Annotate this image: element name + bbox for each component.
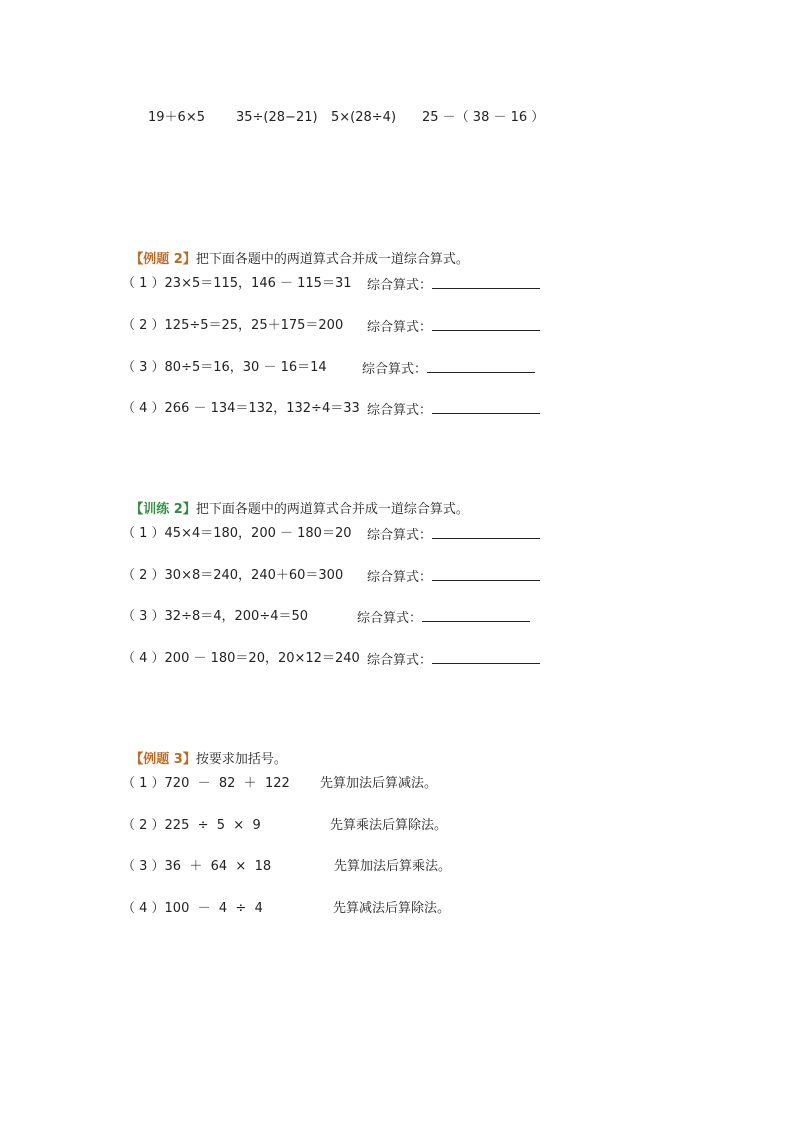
answer-blank[interactable] [422,608,530,622]
section3-item-3-requirement: 先算加法后算乘法。 [334,859,452,874]
section3-item-1-expression: （ 1 ）720 － 82 ＋ 122 [122,776,290,791]
answer-label: 综合算式： [367,403,433,418]
answer-label: 综合算式： [367,653,433,668]
section2-tag: 【训练 2】 [130,502,196,517]
section2-item-1: （ 1 ）45×4＝180，200 － 180＝20 [122,526,352,541]
section1-tag: 【例题 2】 [130,252,196,267]
answer-label: 综合算式： [362,362,428,377]
section1-item-4: （ 4 ）266 － 134＝132，132÷4＝33 [122,401,360,416]
section3-tag: 【例题 3】 [130,752,196,767]
answer-blank[interactable] [432,525,540,539]
section2-answer-2 [367,567,540,587]
section3-item-4-expression: （ 4 ）100 － 4 ÷ 4 [122,901,263,916]
section3-item-2-expression: （ 2 ）225 ÷ 5 × 9 [122,818,261,833]
section2-answer-1 [367,525,540,545]
top-expression-2: 35÷(28−21) [236,110,318,125]
section2-item-3: （ 3 ）32÷8＝4，200÷4＝50 [122,609,309,624]
answer-blank[interactable] [432,650,540,664]
section2-item-4: （ 4 ）200 － 180＝20，20×12＝240 [122,651,360,666]
section3-item-4-requirement: 先算减法后算除法。 [333,901,451,916]
section3-header [122,733,287,769]
answer-label: 综合算式： [367,278,433,293]
answer-blank[interactable] [432,317,540,331]
section2-item-2: （ 2 ）30×8＝240，240＋60＝300 [122,568,344,583]
answer-blank[interactable] [432,275,540,289]
section3-instruction: 按要求加括号。 [195,752,287,767]
section1-answer-3 [362,359,535,379]
section3-item-1-requirement: 先算加法后算减法。 [320,776,438,791]
section2-answer-4 [367,650,540,670]
section3-item-2-requirement: 先算乘法后算除法。 [330,818,448,833]
section1-instruction: 把下面各题中的两道算式合并成一道综合算式。 [195,252,469,267]
section2-instruction: 把下面各题中的两道算式合并成一道综合算式。 [195,502,469,517]
section1-item-3: （ 3 ）80÷5＝16，30 － 16＝14 [122,360,327,375]
top-expression-3: 5×(28÷4) [331,110,397,125]
answer-blank[interactable] [432,567,540,581]
answer-blank[interactable] [432,400,540,414]
section2-answer-3 [357,608,530,628]
answer-label: 综合算式： [357,611,423,626]
top-expression-1: 19＋6×5 [148,110,205,125]
section3-item-3-expression: （ 3 ）36 ＋ 64 × 18 [122,859,272,874]
section1-item-1: （ 1 ）23×5＝115，146 － 115＝31 [122,276,352,291]
top-expression-4: 25 －（ 38 － 16 ） [422,110,545,125]
answer-label: 综合算式： [367,570,433,585]
section2-header [122,483,469,519]
section1-item-2: （ 2 ）125÷5＝25，25＋175＝200 [122,318,344,333]
answer-label: 综合算式： [367,528,433,543]
section1-answer-2 [367,317,540,337]
section1-answer-4 [367,400,540,420]
answer-label: 综合算式： [367,320,433,335]
answer-blank[interactable] [427,359,535,373]
section1-header [122,233,469,269]
section1-answer-1 [367,275,540,295]
